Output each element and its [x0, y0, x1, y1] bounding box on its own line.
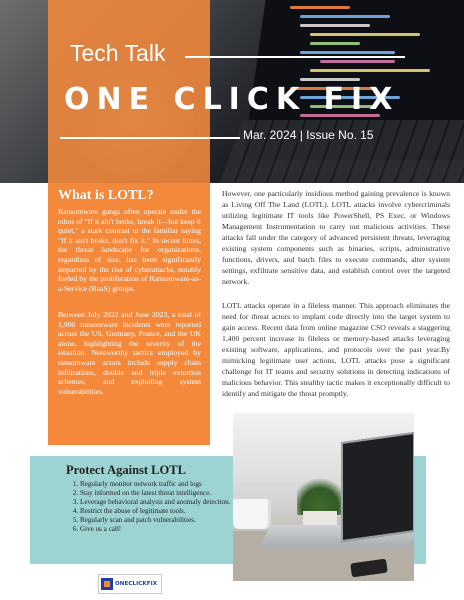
series-title: Tech Talk [70, 40, 166, 66]
mug [233, 499, 271, 529]
section-heading-what-is-lotl: What is LOTL? [58, 188, 154, 203]
protect-heading: Protect Against LOTL [66, 463, 186, 477]
list-item: 1. Regularly monitor network traffic and logs [80, 480, 250, 489]
right-paragraph-2: LOTL attacks operate in a fileless manner. This approach eliminates the need for threat actors to implant code directly into the target system to gain access. Recent data from online magazine CSO reveals a staggering 1,400 percent increase in fileless or memory-based attacks leveraging existing software, applications, and protocols over the past year.By mimicking legitimate user actions, LOTL attacks pose a significant challenge for IT teams and security solutions in detecting indications of malicious behavior. This stealthy tactic makes it exceptionally difficult to identify and mitigate the threat promptly. [222, 301, 450, 398]
list-item: 3. Leverage behavioral analysis and anomaly detection. [80, 498, 250, 507]
logo-text: ONECLICKFIX [115, 581, 158, 587]
oneclickfix-logo [98, 574, 162, 594]
main-title: ONE CLICK FIX [64, 82, 400, 117]
plant [297, 473, 343, 515]
issue-rule [60, 137, 240, 139]
title-rule [185, 56, 405, 58]
list-item: 5. Regularly scan and patch vulnerabilities. [80, 516, 250, 525]
laptop-screen [341, 432, 414, 542]
list-item: 2. Stay informed on the latest threat intelligence. [80, 489, 250, 498]
issue-line: Mar. 2024 | Issue No. 15 [243, 128, 374, 142]
list-item: 4. Restrict the abuse of legitimate tools. [80, 507, 250, 516]
protect-list [58, 480, 250, 535]
right-paragraph-1: However, one particularly insidious method gaining prevalence is known as Living Off The Land (LOTL). LOTL attacks involve cybercriminals utilizing legitimate IT tools like PowerShell, PS Exec, or Windows Management Instrumentation to carry out malicious activities. These attacks fall under the category of advanced persistent threats, leveraging existing system components such as binaries, scripts, administrative functions, drivers, and batch files to execute commands, alter system settings, exfiltrate sensitive data, and establish control over the targeted network. [222, 189, 450, 286]
left-paragraph-1: Ransomware gangs often operate under the ethos of "If it ain't broke, break it—but keep it quiet," a stark contrast to the familiar saying "If it ain't broke, don't fix it." In recent times, the threat landscape for organizations, regardless of size, has been significantly impacted by the rise of cyberattacks, notably fueled by the proliferation of Ransomware-as-a-Service (RaaS) groups. [58, 207, 201, 293]
left-paragraph-2: Between July 2022 and June 2023, a total of 1,900 ransomware incidents were reported across the US, Germany, France, and the UK alone, highlighting the severity of the situation. Noteworthy tactics employed by ransomware actors include supply chain infiltrations, double and triple extortion schemes, and exploiting system vulnerabilities. [58, 310, 201, 396]
list-item: 6. Give us a call! [80, 525, 250, 534]
laptop-photo [233, 413, 414, 581]
logo-icon [101, 578, 113, 590]
